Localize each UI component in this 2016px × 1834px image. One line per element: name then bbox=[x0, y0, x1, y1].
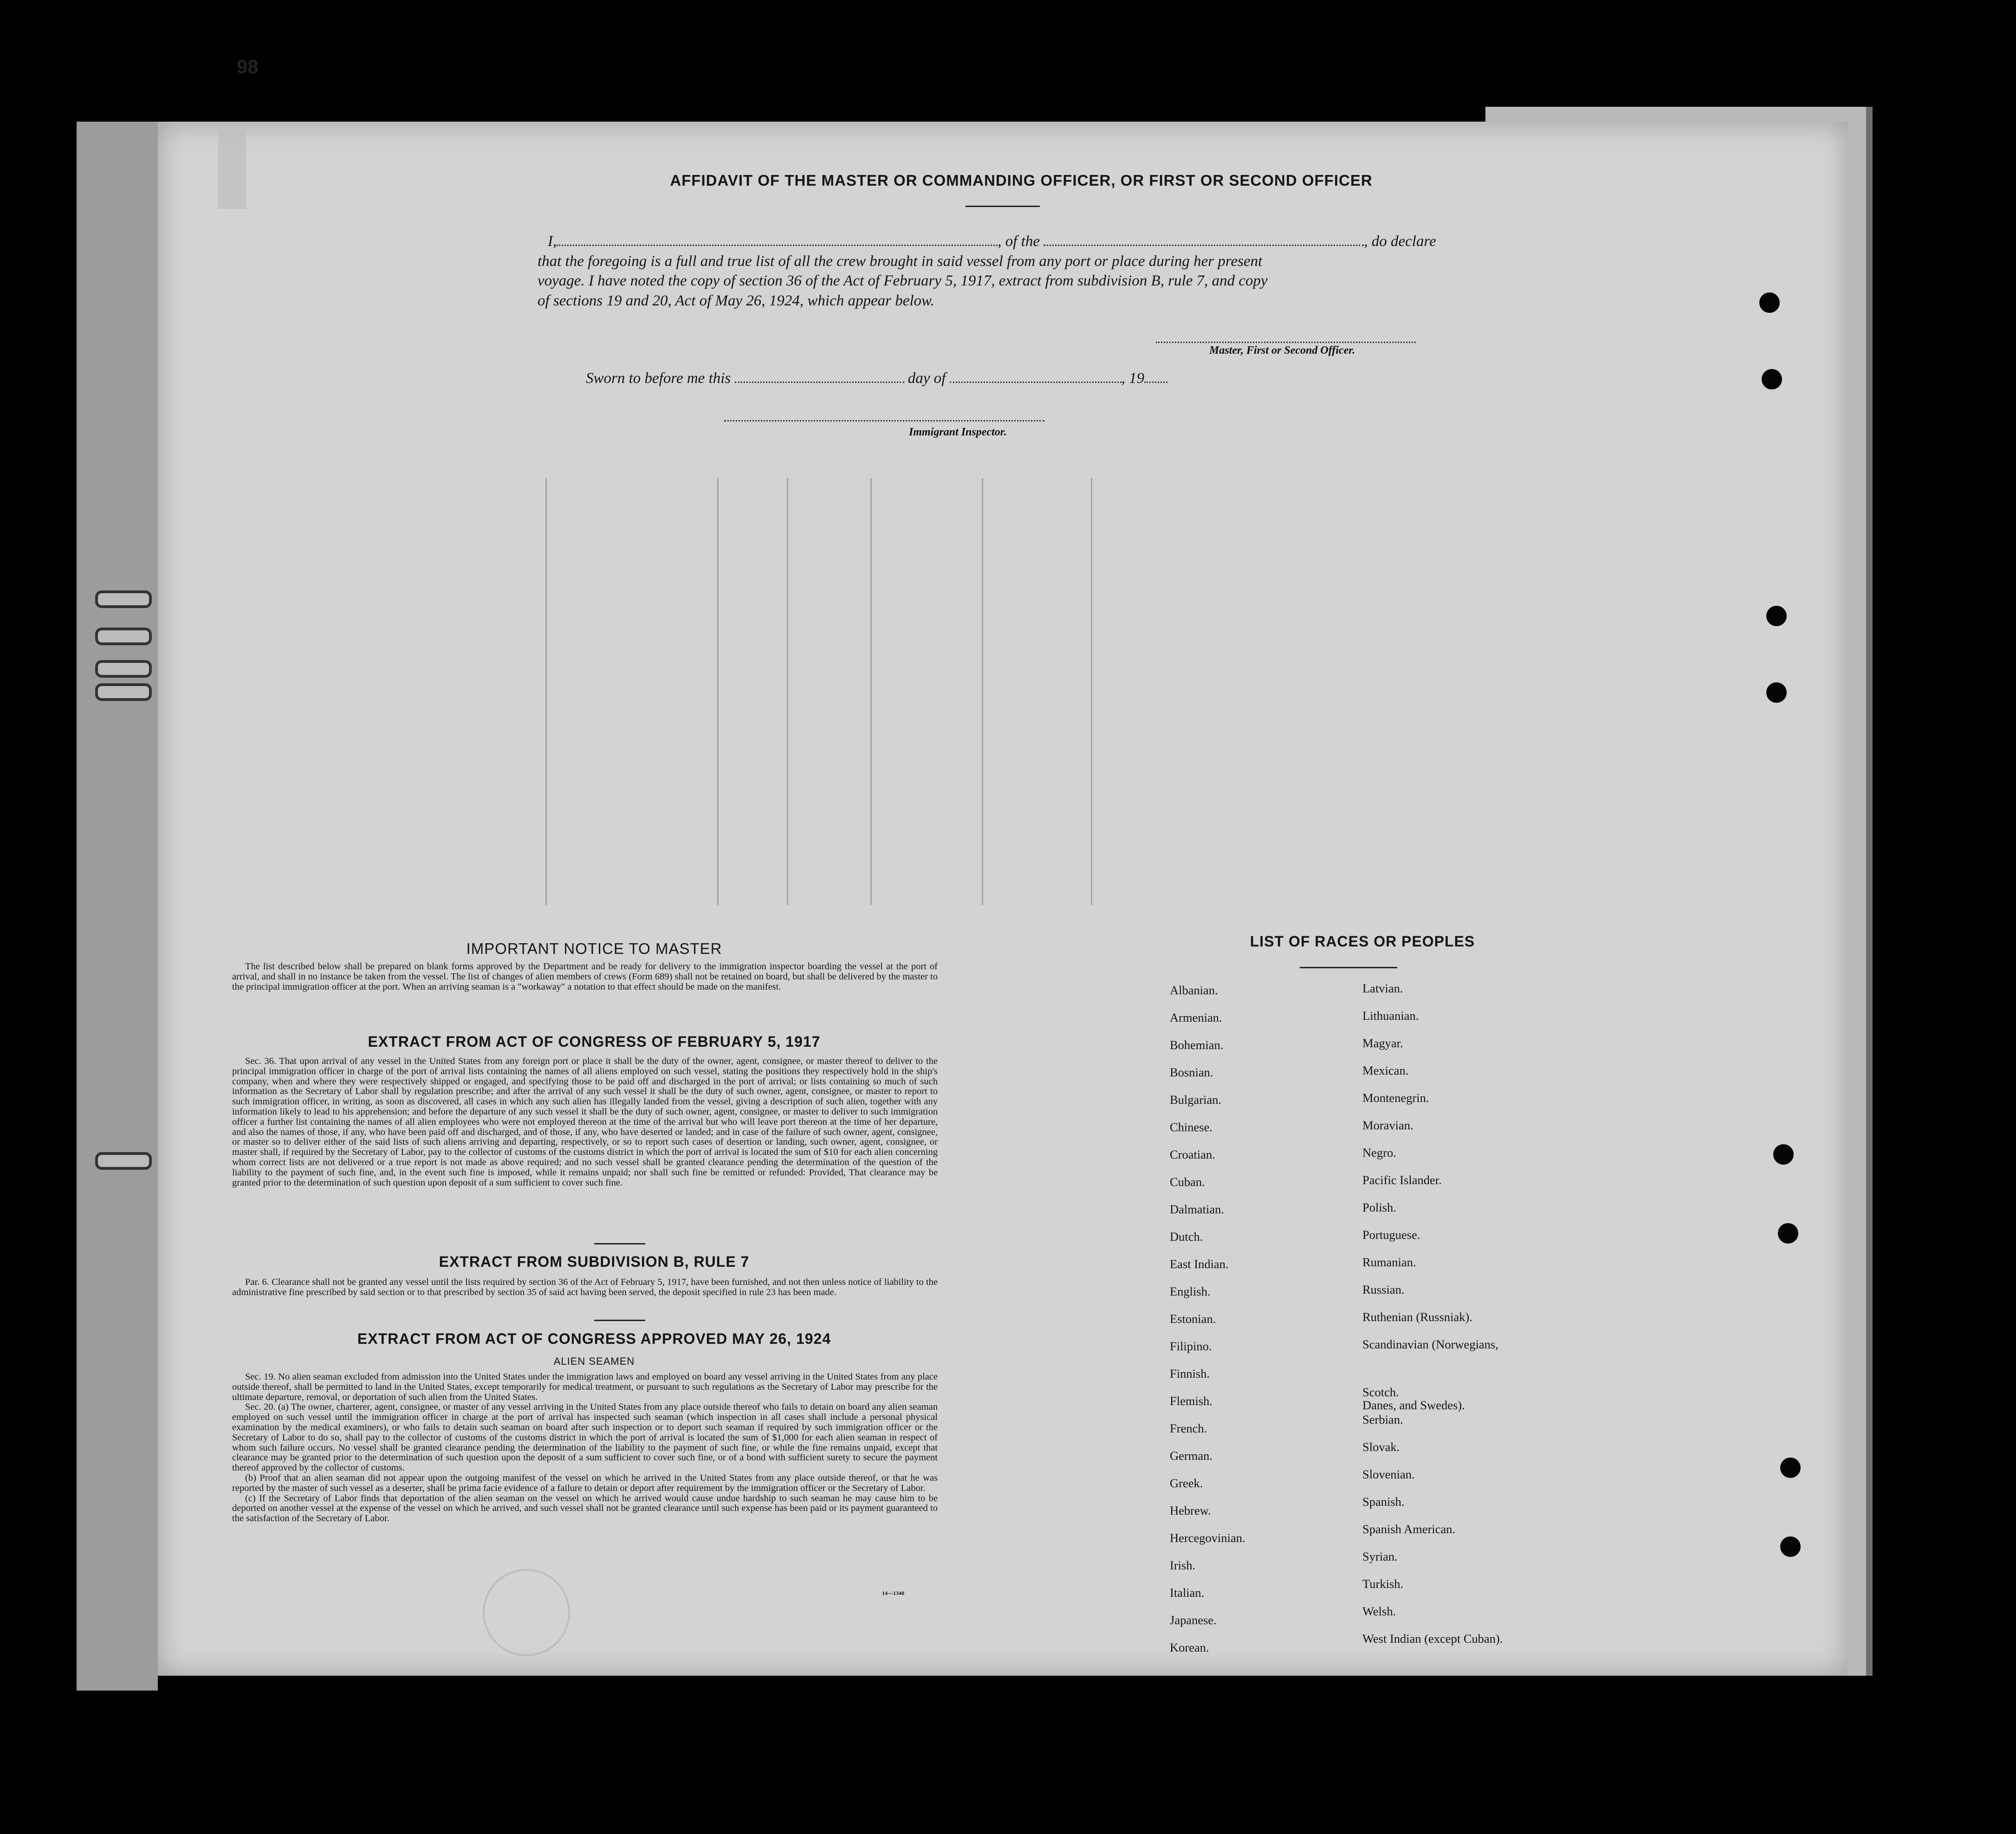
section-36-paragraph: Sec. 36. That upon arrival of any vessel in the United States from any foreign port or place it shall be the duty of the owner, agent, consignee, or master thereof to deliver to the principal immigration officer in charge of the port of arrival lists containing the names of all aliens employed on such vessel, stating the positions they respectively hold in the ship's company, when and where they were respectively shipped or engaged, and specifying those to be paid off and discharged in the port of arrival; or lists containing so much of such information as the Secretary of Labor shall by regulation prescribe; and after the arrival of any such vessel it shall be the duty of such owner, agent, consignee, or master to report to such immigration officer, in writing, as soon as discovered, all cases in which any such alien has illegally landed from the vessel, giving a description of such alien, together with any information likely to lead to his apprehension; and before the departure of any such vessel it shall be the duty of such owner, agent, consignee, or master to deliver to such immigration officer a further list containing the names of all alien employees who were not employed thereon at the time of the arrival but who will leave port thereon at the time of her departure, and also the names of those, if any, who have been paid off and discharged, and of those, if any, who have deserted or landed; and in case of the failure of such owner, agent, consignee, or master so to deliver either of the said lists of such aliens arriving and departing, respectively, or so to report such cases of desertion or landing, such owner, agent, consignee, or master shall, if required by the Secretary of Labor, pay to the collector of customs of the customs district in which the port of arrival is located the sum of $10 for each alien concerning whom correct lists are not delivered or a true report is not made as above required; and no such vessel shall be granted clearance pending the determination of the question of the liability to the payment of such fine, and, in the event such fine is imposed, while it remains unpaid; nor shall such fine be remitted or refunded: Provided, That clearance may be granted prior to the determination of such question upon deposit of a sum sufficient to cover such fine. bbox=[232, 1056, 938, 1188]
race-item: Greek. bbox=[1170, 1476, 1203, 1490]
binding-hinge bbox=[95, 683, 152, 701]
race-item: Welsh. bbox=[1362, 1604, 1396, 1618]
race-item: Dutch. bbox=[1170, 1230, 1203, 1244]
of-the-text: , of the bbox=[998, 233, 1040, 250]
races-title-rule bbox=[1300, 967, 1397, 968]
race-item: Filipino. bbox=[1170, 1339, 1212, 1353]
inspector-caption: Immigrant Inspector. bbox=[909, 426, 1007, 438]
race-item: Irish. bbox=[1170, 1558, 1196, 1572]
section-rule bbox=[594, 1243, 645, 1244]
race-item: Italian. bbox=[1170, 1586, 1205, 1600]
race-item: East Indian. bbox=[1170, 1257, 1229, 1271]
race-item: Pacific Islander. bbox=[1362, 1173, 1442, 1187]
race-item: Spanish. bbox=[1362, 1495, 1405, 1509]
rule-7-paragraph: Par. 6. Clearance shall not be granted any vessel until the lists required by section 36 of the Act of February 5, 1917, have been furnished, and not then unless notice of liability to the administrative fine prescribed by said section or to that prescribed by section 35 of said act having been served, the deposit specified in rule 23 has been made. bbox=[232, 1277, 938, 1297]
section-20c-paragraph: (c) If the Secretary of Labor finds that deportation of the alien seaman on the vessel on which he arrived would cause undue hardship to such seaman he may cause him to be deported on another vessel at the expense of the vessel on which he arrived, and such vessel shall not be granted clearance until such expense has been paid or its payment guaranteed to the satisfaction of the Secretary of Labor. bbox=[232, 1493, 938, 1524]
punch-hole bbox=[1780, 1536, 1801, 1557]
race-item: Mexican. bbox=[1362, 1063, 1409, 1077]
bleed-line bbox=[545, 478, 547, 905]
notice-paragraph: The list described below shall be prepared on blank forms approved by the Department and be ready for delivery to the immigration inspector boarding the vessel at the port of arrival, and shall in no instance be taken from the vessel. The list of changes of alien members of crews (Form 689) shall not be retained on board, but shall be delivered by the master to the principal immigration officer at the port. When an arriving seaman is a "workaway" a notation to that effect should be made on the manifest. bbox=[232, 961, 938, 992]
day-blank bbox=[735, 382, 904, 383]
affidavit-line-3: voyage. I have noted the copy of section 36 of the Act of February 5, 1917, extract from subdivision B, rule 7, and copy bbox=[538, 272, 1268, 289]
bleed-line bbox=[982, 478, 983, 905]
race-item: Latvian. bbox=[1362, 981, 1403, 995]
race-item: Scandinavian (Norwegians, bbox=[1362, 1337, 1498, 1351]
race-item: Portuguese. bbox=[1362, 1228, 1420, 1242]
race-item: Syrian. bbox=[1362, 1549, 1398, 1563]
extract-1917-title: EXTRACT FROM ACT OF CONGRESS OF FEBRUARY 5, 1917 bbox=[368, 1033, 821, 1050]
race-item: Armenian. bbox=[1170, 1011, 1222, 1024]
race-item: Korean. bbox=[1170, 1640, 1209, 1654]
notice-title: IMPORTANT NOTICE TO MASTER bbox=[466, 940, 722, 957]
faint-stamp bbox=[483, 1569, 570, 1656]
punch-hole bbox=[1778, 1223, 1798, 1244]
name-blank bbox=[557, 245, 998, 246]
race-item: Slovak. bbox=[1362, 1440, 1400, 1454]
punch-hole bbox=[1759, 292, 1780, 313]
affidavit-line-4: of sections 19 and 20, Act of May 26, 1924, which appear below. bbox=[538, 292, 934, 309]
notice-body bbox=[232, 962, 938, 992]
do-declare-text: , do declare bbox=[1364, 233, 1436, 250]
punch-hole bbox=[1766, 606, 1787, 626]
race-item: Magyar. bbox=[1362, 1036, 1403, 1050]
extract-1924-body bbox=[232, 1372, 938, 1524]
race-item: Montenegrin. bbox=[1362, 1091, 1429, 1105]
race-item: Cuban. bbox=[1170, 1175, 1205, 1189]
race-item: Scotch. bbox=[1362, 1385, 1399, 1399]
race-item: Estonian. bbox=[1170, 1312, 1216, 1326]
race-item: Finnish. bbox=[1170, 1367, 1210, 1380]
extract-1924-title: EXTRACT FROM ACT OF CONGRESS APPROVED MAY 26, 1924 bbox=[357, 1330, 831, 1347]
section-20b-paragraph: (b) Proof that an alien seaman did not appear upon the outgoing manifest of the vessel on which he arrived in the United States from any place outside thereof, or that he was reported by the master of such vessel as a deserter, shall be prima facie evidence of a failure to detain or deport after requirement by the immigration officer or the Secretary of Labor. bbox=[232, 1472, 938, 1493]
extract-1917-body bbox=[232, 1056, 938, 1188]
race-item: Croatian. bbox=[1170, 1147, 1215, 1161]
punch-hole bbox=[1766, 682, 1787, 703]
race-item: Negro. bbox=[1362, 1146, 1396, 1160]
race-item: Polish. bbox=[1362, 1200, 1396, 1214]
race-item: Chinese. bbox=[1170, 1120, 1212, 1134]
race-item: English. bbox=[1170, 1284, 1211, 1298]
affidavit-line-2: that the foregoing is a full and true list of all the crew brought in said vessel from any port or place during her present bbox=[538, 253, 1263, 270]
race-item: Albanian. bbox=[1170, 983, 1218, 997]
page-number: 98 bbox=[237, 56, 259, 78]
alien-seamen-subtitle: ALIEN SEAMEN bbox=[553, 1355, 635, 1367]
race-item: Turkish. bbox=[1362, 1577, 1404, 1591]
bleed-line bbox=[870, 478, 872, 905]
rule-7-title: EXTRACT FROM SUBDIVISION B, RULE 7 bbox=[439, 1253, 750, 1270]
binding-hinge bbox=[95, 590, 152, 608]
race-item: Flemish. bbox=[1170, 1394, 1213, 1408]
rule-7-body bbox=[232, 1277, 938, 1298]
binding-hinge bbox=[95, 628, 152, 645]
year-blank bbox=[1144, 382, 1167, 383]
affidavit-line-1 bbox=[548, 233, 1436, 250]
race-item: Ruthenian (Russniak). bbox=[1362, 1310, 1472, 1324]
race-item: West Indian (except Cuban). bbox=[1362, 1632, 1503, 1646]
bleed-line bbox=[1091, 478, 1092, 905]
races-title: LIST OF RACES OR PEOPLES bbox=[1250, 933, 1475, 950]
race-item: Slovenian. bbox=[1362, 1467, 1415, 1481]
section-rule bbox=[594, 1320, 645, 1321]
affidavit-title: AFFIDAVIT OF THE MASTER OR COMMANDING OFFICER, OR FIRST OR SECOND OFFICER bbox=[670, 172, 1373, 189]
binding-hinge bbox=[95, 1152, 152, 1170]
binding-hinge bbox=[95, 660, 152, 678]
month-blank bbox=[950, 382, 1121, 383]
race-item: Lithuanian. bbox=[1362, 1009, 1419, 1023]
race-item: Hercegovinian. bbox=[1170, 1531, 1245, 1545]
race-item: Bosnian. bbox=[1170, 1065, 1213, 1079]
race-item: Dalmatian. bbox=[1170, 1202, 1224, 1216]
race-item: Russian. bbox=[1362, 1283, 1405, 1296]
race-item: German. bbox=[1170, 1449, 1212, 1463]
race-item: French. bbox=[1170, 1421, 1207, 1435]
race-item: Spanish American. bbox=[1362, 1522, 1456, 1536]
master-caption: Master, First or Second Officer. bbox=[1209, 344, 1355, 356]
race-item: Bohemian. bbox=[1170, 1038, 1224, 1052]
race-item: Hebrew. bbox=[1170, 1503, 1211, 1517]
race-item: Serbian. bbox=[1362, 1413, 1403, 1426]
bleed-line bbox=[787, 478, 788, 905]
master-signature-line bbox=[1156, 342, 1416, 343]
race-item: Japanese. bbox=[1170, 1613, 1217, 1627]
punch-hole bbox=[1762, 369, 1782, 389]
affidavit-i-text: I, bbox=[548, 233, 557, 250]
punch-hole bbox=[1780, 1458, 1801, 1478]
form-code: 14—1340 bbox=[882, 1590, 904, 1596]
punch-hole bbox=[1773, 1144, 1794, 1165]
inspector-signature-line bbox=[724, 420, 1044, 421]
race-item: Moravian. bbox=[1362, 1118, 1413, 1132]
year-text: , 19 bbox=[1121, 370, 1145, 387]
race-item-continuation: Danes, and Swedes). bbox=[1362, 1398, 1465, 1412]
race-item: Bulgarian. bbox=[1170, 1093, 1222, 1107]
sworn-line bbox=[586, 370, 1167, 387]
race-item: Rumanian. bbox=[1362, 1255, 1416, 1269]
sworn-text: Sworn to before me this bbox=[586, 370, 731, 387]
binding-strip bbox=[77, 122, 158, 1691]
section-20a-paragraph: Sec. 20. (a) The owner, charterer, agent, consignee, or master of any vessel arriving in the United States from any place outside thereof who fails to detain on board any alien seaman employed on such vessel until the immigration officer in charge at the port of arrival has inspected such seaman (which inspection in all cases shall include a personal physical examination by the medical examiners), or who fails to detain such seaman on board after such inspection or to deport such seaman if required by such immigration officer or the Secretary of Labor to do so, shall pay to the collector of customs of the customs district in which the port of arrival is located the sum of $1,000 for each alien seaman in respect of whom such failure occurs. No vessel shall be granted clearance pending the determination of the liability to the payment of such fine, or while the fine remains unpaid, except that clearance may be granted prior to the determination of such question upon the deposit of a sum sufficient to cover such fine, or of a bond with sufficient surety to secure the payment thereof approved by the collector of customs. bbox=[232, 1402, 938, 1473]
vessel-blank bbox=[1044, 245, 1364, 246]
title-rule bbox=[966, 206, 1040, 207]
bleed-line bbox=[717, 478, 719, 905]
section-19-paragraph: Sec. 19. No alien seaman excluded from admission into the United States under the immigration laws and employed on board any vessel arriving in the United States from any place outside thereof, shall be permitted to land in the United States, except temporarily for medical treatment, or pursuant to such regulations as the Secretary of Labor may prescribe for the ultimate departure, removal, or deportation of such alien from the United States. bbox=[232, 1372, 938, 1402]
corner-mark bbox=[218, 130, 246, 209]
day-of-text: day of bbox=[908, 370, 946, 387]
